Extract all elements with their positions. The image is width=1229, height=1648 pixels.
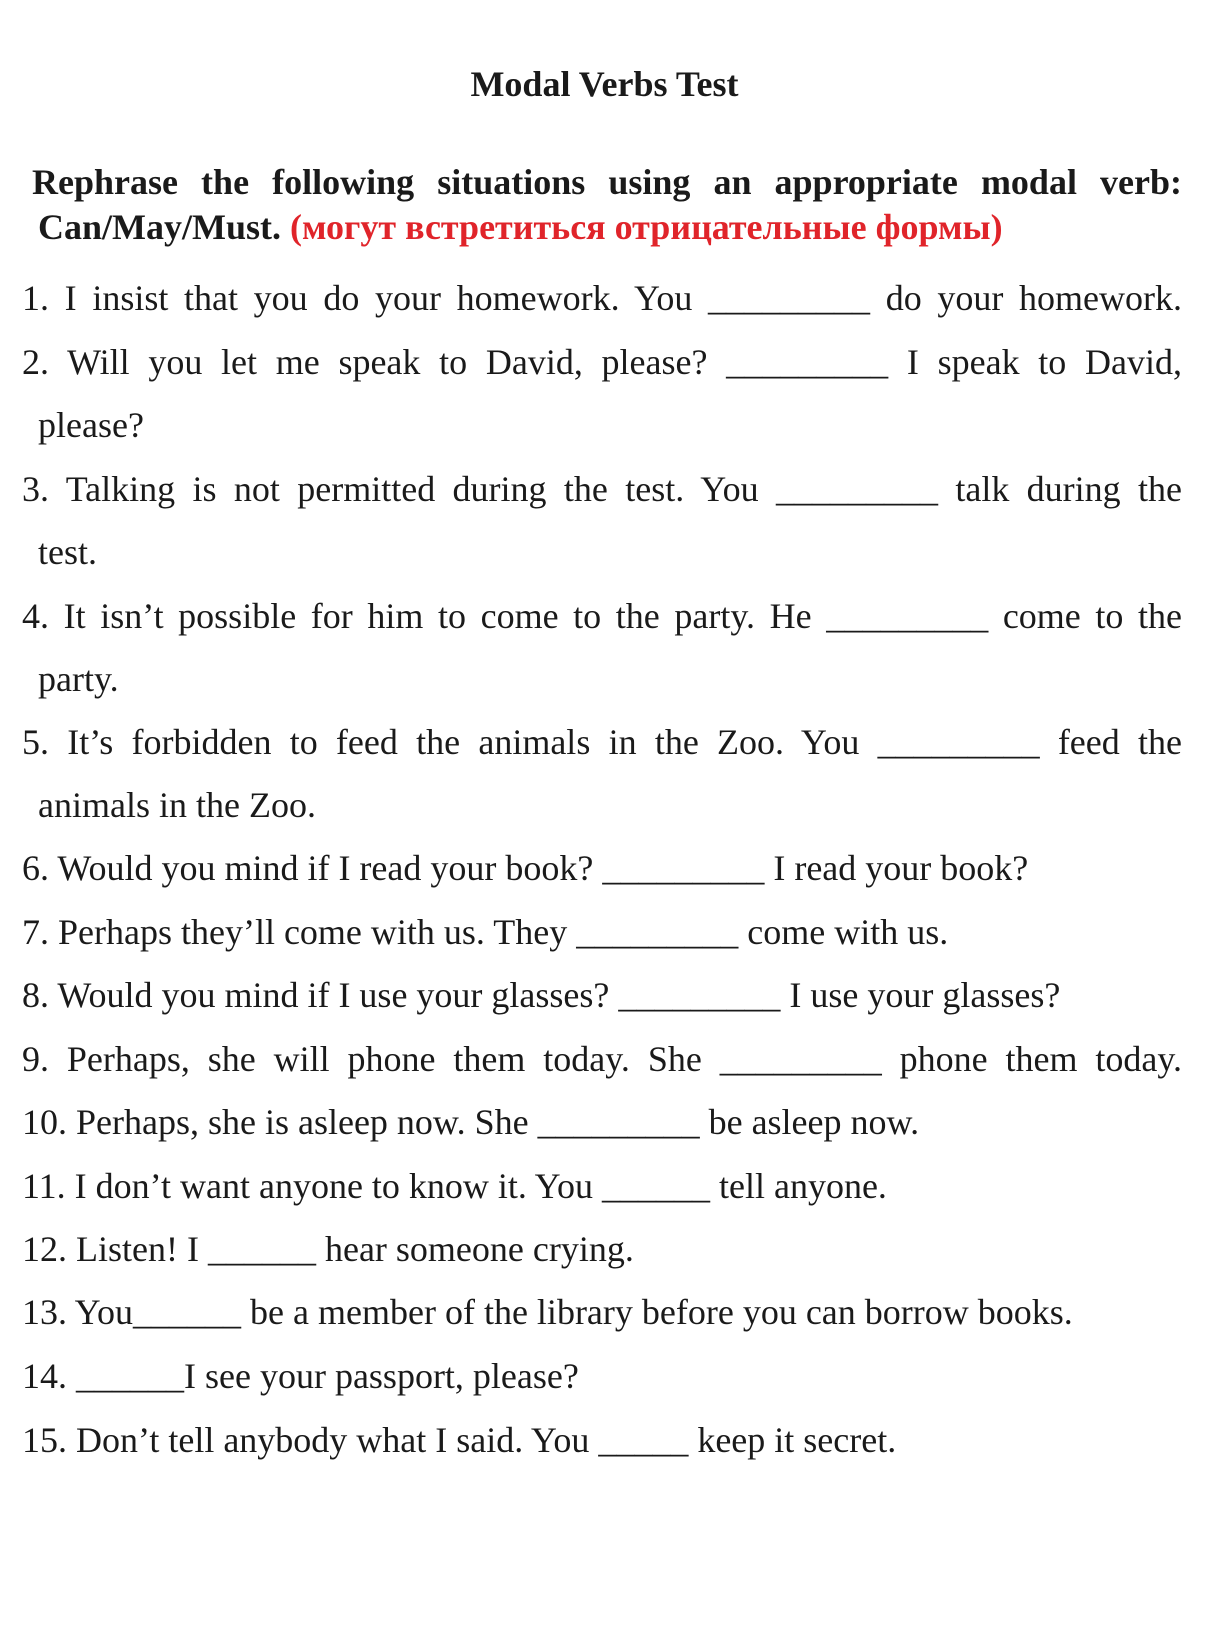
exercise-item-9: 9. Perhaps, she will phone them today. She _________ phone them today.: [22, 1039, 1182, 1079]
exercise-item-10: 10. Perhaps, she is asleep now. She _________ be asleep now.: [22, 1102, 920, 1142]
exercise-item-13: 13. You______ be a member of the library before you can borrow books.: [22, 1292, 1073, 1332]
exercise-item-3: 3. Talking is not permitted during the test. You _________ talk during the: [22, 469, 1182, 509]
exercise-item-2-cont: please?: [38, 405, 144, 445]
page-title: Modal Verbs Test: [470, 64, 739, 104]
instruction-line-2: [38, 205, 1188, 250]
exercise-item-5: 5. It’s forbidden to feed the animals in the Zoo. You _________ feed the: [22, 722, 1182, 762]
exercise-item-4-cont: party.: [38, 659, 119, 699]
exercise-item-14: 14. ______I see your passport, please?: [22, 1356, 579, 1396]
exercise-item-1: 1. I insist that you do your homework. You _________ do your homework.: [22, 278, 1182, 318]
exercise-item-12: 12. Listen! I ______ hear someone crying.: [22, 1229, 634, 1269]
exercise-item-7: 7. Perhaps they’ll come with us. They _________ come with us.: [22, 912, 949, 952]
exercise-item-6: 6. Would you mind if I read your book? _________ I read your book?: [22, 848, 1029, 888]
exercise-item-15: 15. Don’t tell anybody what I said. You _____ keep it secret.: [22, 1420, 897, 1460]
instruction-note-red: (могут встретиться отрицательные формы): [290, 207, 1003, 247]
exercise-item-5-cont: animals in the Zoo.: [38, 785, 316, 825]
exercise-item-4: 4. It isn’t possible for him to come to the party. He _________ come to the: [22, 596, 1182, 636]
instruction-line-1: Rephrase the following situations using an appropriate modal verb:: [32, 162, 1182, 202]
exercise-item-3-cont: test.: [38, 532, 97, 572]
exercise-item-8: 8. Would you mind if I use your glasses? _________ I use your glasses?: [22, 975, 1061, 1015]
exercise-item-2: 2. Will you let me speak to David, please? _________ I speak to David,: [22, 342, 1182, 382]
exercise-item-11: 11. I don’t want anyone to know it. You ______ tell anyone.: [22, 1166, 887, 1206]
modal-verbs-list: Can/May/Must.: [38, 207, 281, 247]
